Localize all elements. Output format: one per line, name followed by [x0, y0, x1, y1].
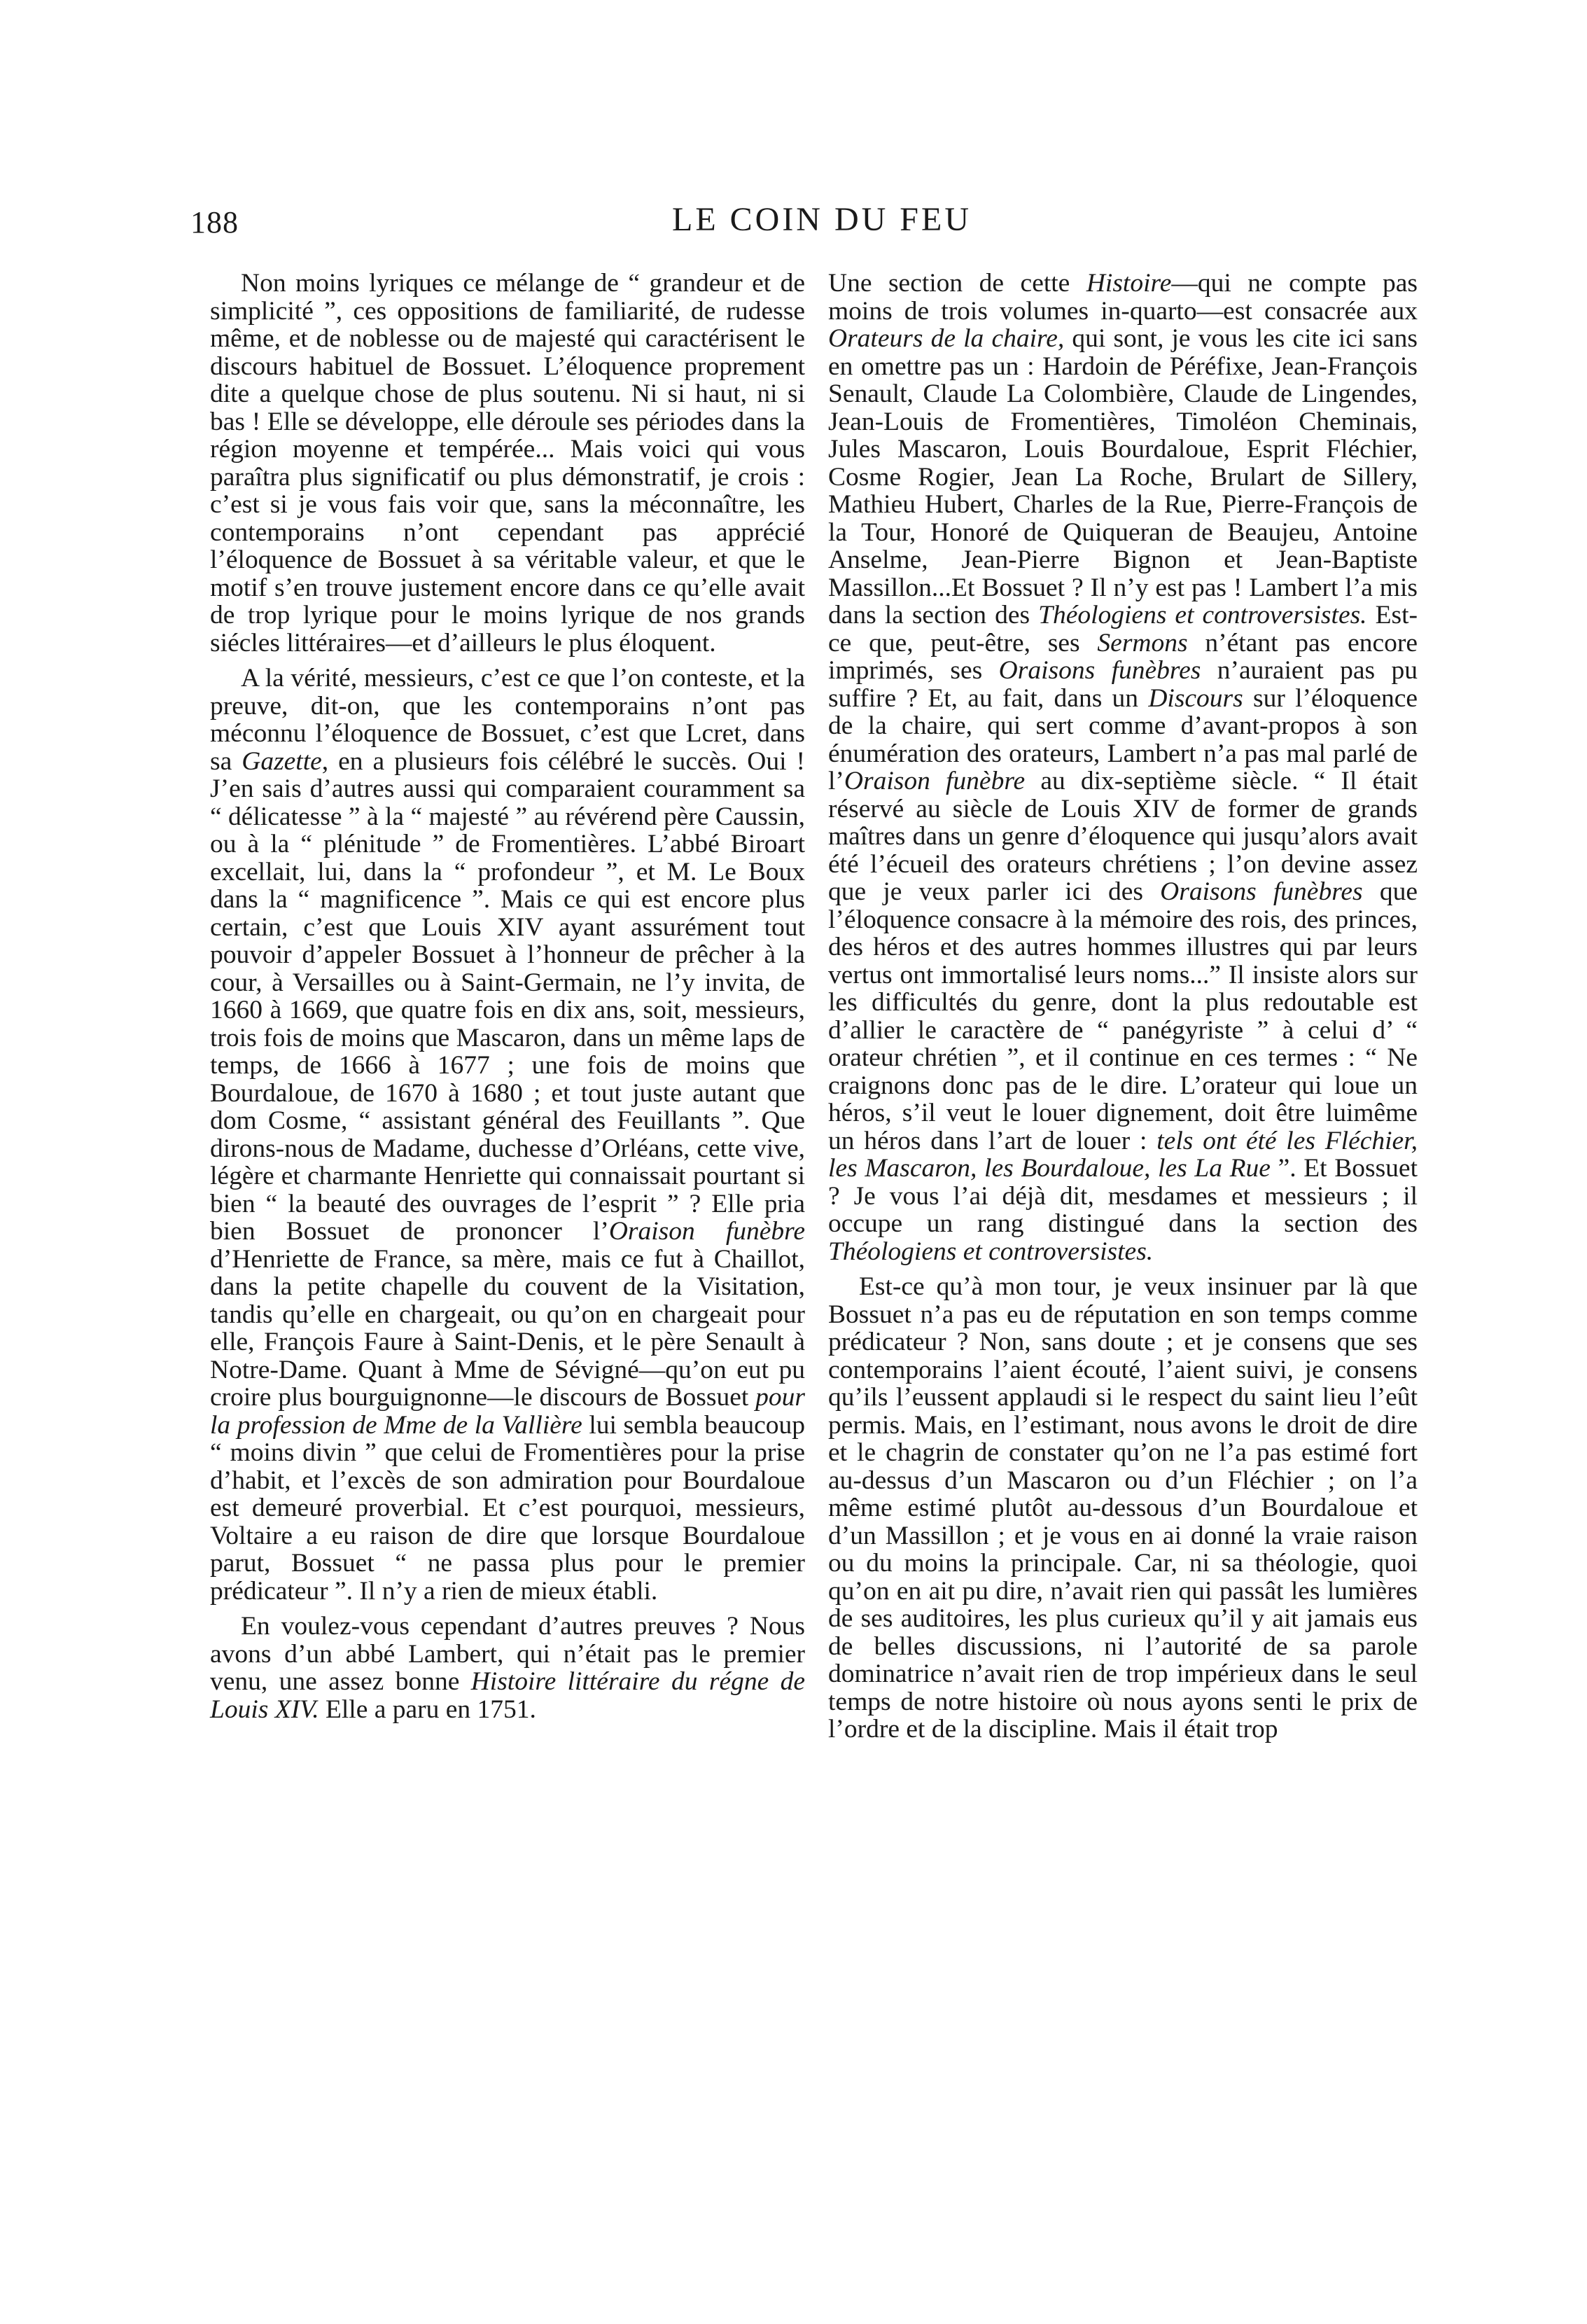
paragraph-text: lui sembla beaucoup “ moins divin ” que celui de Fromentières pour la prise d’habit, et l’excès de son admiration pour Bourdaloue est demeuré proverbial. Et c’est pourquoi, messieurs, Voltaire a eu raison de dire que lorsque Bourdaloue parut, Bossuet “ ne passa plus pour le premier prédicateur ”. Il n’y a rien de mieux établi. — [210, 1410, 805, 1606]
italic-title: Discours — [1148, 683, 1243, 713]
paragraph-text: ”. Et Bossuet ? Je vous l’ai déjà dit, mesdames et messieurs ; il occupe un rang distingué dans la section des — [828, 1154, 1418, 1238]
paragraph-text: Une section de cette — [828, 269, 1086, 298]
italic-title: Histoire — [1086, 269, 1172, 298]
italic-title: pour la profession de Mme de la Vallière — [210, 1383, 805, 1440]
italic-title: Théologiens et controversistes. — [1038, 601, 1367, 629]
paragraph-text: n’auraient pas pu suffire ? Et, au fait, dans un — [828, 656, 1418, 713]
paragraph-text: Non moins lyriques ce mélange de “ grandeur et de simplicité ”, ces oppositions de familiarité, de rudesse même, et de noblesse ou de majesté qui caractérisent le discours habituel de Bossuet. L’éloquence proprement dite a quelque chose de plus soutenu. Ni si haut, ni si bas ! Elle se développe, elle déroule ses périodes dans la région moyenne et tempérée... Mais voici qui vous paraîtra plus significatif ou plus démonstratif, je crois : c’est si je vous fais voir que, sans la méconnaître, les contemporains n’ont cependant pas apprécié l’éloquence de Bossuet à sa véritable valeur, et que le motif s’en trouve justement encore dans ce qu’elle avait de trop lyrique pour le moins lyrique de nos grands siécles littéraires—et d’ailleurs le plus éloquent. — [210, 269, 805, 657]
paragraph-text: sur l’éloquence de la chaire, qui sert comme d’avant-propos à son énumération des orateurs, Lambert n’a pas mal parlé de l’ — [828, 683, 1418, 795]
italic-title: Orateurs de la chaire, — [828, 324, 1065, 353]
paragraph-text: —qui ne compte pas moins de trois volumes in-quarto—est consacrée aux — [828, 269, 1418, 326]
left-column — [210, 270, 805, 1723]
italic-title: Oraison funèbre — [844, 767, 1026, 795]
paragraph-text: A la vérité, messieurs, c’est ce que l’on conteste, et la preuve, dit-on, que les contemporains n’ont pas méconnu l’éloquence de Bossuet, c’est que Lcret, dans sa — [210, 664, 805, 776]
italic-title: Oraisons funèbres — [1160, 877, 1363, 906]
paragraph — [828, 1273, 1418, 1744]
italic-title: Sermons — [1097, 628, 1188, 657]
paragraph-text: qui sont, je vous les cite ici sans en omettre pas un : Hardoin de Péréfixe, Jean-François Senault, Claude La Colombière, Claude de Lingendes, Jean-Louis de Fromentières, Timoléon Cheminais, Jules Mascaron, Louis Bourdaloue, Esprit Fléchier, Cosme Rogier, Jean La Roche, Brulart de Sillery, Mathieu Hubert, Charles de la Rue, Pierre-François de la Tour, Honoré de Quiqueran de Beaujeu, Antoine Anselme, Jean-Pierre Bignon et Jean-Baptiste Massillon...Et Bossuet ? Il n’y est pas ! Lambert l’a mis dans la section des — [828, 324, 1418, 629]
right-column — [828, 270, 1418, 1744]
paragraph — [828, 270, 1418, 1265]
italic-title: Histoire littéraire du régne de Louis XIV. — [210, 1667, 805, 1724]
paragraph — [210, 270, 805, 657]
italic-quote: tels ont été les Fléchier, les Mascaron, les Bourdaloue, les La Rue — [828, 1126, 1418, 1183]
italic-title: Gazette — [242, 746, 322, 776]
running-title: LE COIN DU FEU — [672, 201, 972, 238]
paragraph-text: , en a plusieurs fois célébré le succès. Oui ! J’en sais d’autres aussi qui comparaient couramment sa “ délicatesse ” à la “ majesté ” au révérend père Caussin, ou à la “ plénitude ” de Fromentières. L’abbé Biroart excellait, lui, dans la “ profondeur ”, et M. Le Boux dans la “ magnificence ”. Mais ce qui est encore plus certain, c’est que Louis XIV ayant assurément tout pouvoir d’appeler Bossuet à l’honneur de prêcher à la cour, à Versailles ou à Saint-Germain, ne l’y invita, de 1660 à 1669, que quatre fois en dix ans, soit, messieurs, trois fois de moins que Mascaron, dans un même laps de temps, de 1666 à 1677 ; une fois de moins que Bourdaloue, de 1670 à 1680 ; et tout juste autant que dom Cosme, “ assistant général des Feuillants ”. Que dirons-nous de Madame, duchesse d’Orléans, cette vive, légère et charmante Henriette qui connaissait pourtant si bien “ la beauté des ouvrages de l’esprit ” ? Elle pria bien Bossuet de prononcer l’ — [210, 746, 805, 1246]
paragraph — [210, 665, 805, 1605]
paragraph-text: Est-ce qu’à mon tour, je veux insinuer par là que Bossuet n’a pas eu de réputation en son temps comme prédicateur ? Non, sans doute ; et je consens que ses contemporains l’aient écouté, l’aient suivi, je consens qu’ils l’eussent applaudi si le respect du saint lieu l’eût permis. Mais, en l’estimant, nous avons le droit de dire et le chagrin de constater qu’on ne l’a pas estimé fort au-dessus d’un Mascaron ou d’un Fléchier ; on l’a même estimé plutôt au-dessous d’un Bourdaloue et d’un Massillon ; et je vous en ai donné la vraie raison ou du moins la principale. Car, ni sa théologie, quoi qu’on en ait pu dire, n’avait rien qui passât les lumières de ses auditoires, les plus curieux qu’il y ait jamais eus de belles discussions, ni l’autorité de sa parole dominatrice n’avait rien de trop impérieux dans le seul temps de notre histoire où nous ayons senti le prix de l’ordre et de la discipline. Mais il était trop — [828, 1272, 1418, 1744]
italic-title: Oraisons funèbres — [998, 656, 1201, 685]
paragraph-text: au dix-septième siècle. “ Il était réservé au siècle de Louis XIV de former de grands maîtres dans un genre d’éloquence qui jusqu’alors avait été l’écueil des orateurs chrétiens ; l’on devine assez que je veux parler ici des — [828, 767, 1418, 906]
paragraph-text: n’étant pas encore imprimés, ses — [828, 628, 1418, 685]
page-number: 188 — [190, 205, 239, 239]
paragraph-text: Elle a paru en 1751. — [319, 1695, 536, 1724]
paragraph-text: d’Henriette de France, sa mère, mais ce fut à Chaillot, dans la petite chapelle du couvent de la Visitation, tandis qu’elle en chargeait, ou qu’on en chargeait pour elle, François Faure à Saint-Denis, et le père Senault à Notre-Dame. Quant à Mme de Sévigné—qu’on eut pu croire plus bourguignonne—le discours de Bossuet — [210, 1244, 805, 1412]
paragraph — [210, 1613, 805, 1723]
paragraph-text: En voulez-vous cependant d’autres preuves ? Nous avons d’un abbé Lambert, qui n’était pas le premier venu, une assez bonne — [210, 1612, 805, 1696]
paragraph-text: Est-ce que, peut-être, ses — [828, 601, 1418, 657]
italic-title: Théologiens et controversistes. — [828, 1237, 1154, 1266]
italic-title: Oraison funèbre — [608, 1217, 805, 1246]
paragraph-text: que l’éloquence consacre à la mémoire des rois, des princes, des héros et des autres hommes illustres qui par leurs vertus ont immortalisé leurs noms...” Il insiste alors sur les difficultés du genre, dont la plus redoutable est d’allier le caractère de “ panégyriste ” à celui d’ “ orateur chrétien ”, et il continue en ces termes : “ Ne craignons donc pas de le dire. L’orateur qui loue un héros, s’il veut le louer dignement, doit être luimême un héros dans l’art de louer : — [828, 877, 1418, 1155]
